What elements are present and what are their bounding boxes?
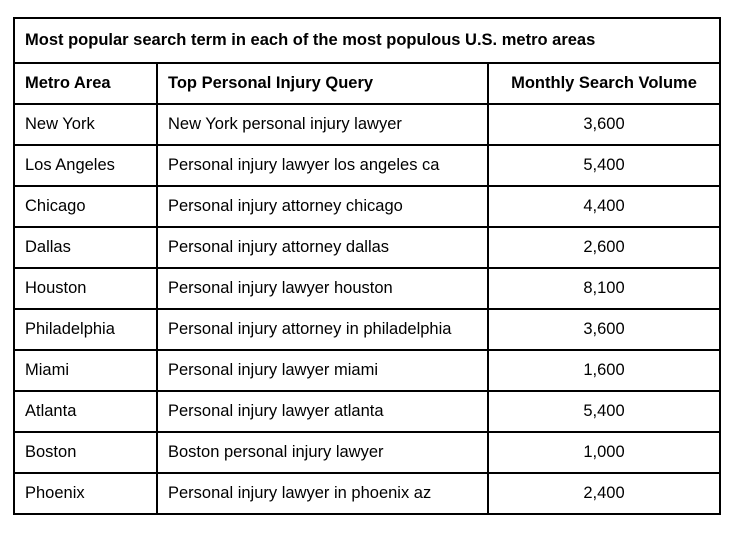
table-row [14, 227, 720, 268]
table-title-row [14, 18, 720, 63]
cell-top-query: Personal injury lawyer houston [157, 268, 488, 309]
cell-metro-area: Philadelphia [14, 309, 157, 350]
table-row [14, 268, 720, 309]
cell-monthly-volume: 8,100 [488, 268, 720, 309]
table-row [14, 350, 720, 391]
cell-top-query: Personal injury attorney chicago [157, 186, 488, 227]
header-metro-area: Metro Area [14, 63, 157, 104]
table-row [14, 473, 720, 514]
cell-monthly-volume: 1,600 [488, 350, 720, 391]
cell-monthly-volume: 4,400 [488, 186, 720, 227]
cell-monthly-volume: 2,400 [488, 473, 720, 514]
cell-top-query: Personal injury lawyer in phoenix az [157, 473, 488, 514]
search-volume-table [13, 17, 721, 515]
cell-monthly-volume: 5,400 [488, 391, 720, 432]
cell-top-query: Personal injury lawyer miami [157, 350, 488, 391]
cell-top-query: Personal injury lawyer los angeles ca [157, 145, 488, 186]
cell-metro-area: New York [14, 104, 157, 145]
cell-monthly-volume: 3,600 [488, 104, 720, 145]
table-row [14, 145, 720, 186]
cell-monthly-volume: 5,400 [488, 145, 720, 186]
cell-monthly-volume: 1,000 [488, 432, 720, 473]
cell-metro-area: Los Angeles [14, 145, 157, 186]
cell-metro-area: Miami [14, 350, 157, 391]
cell-top-query: New York personal injury lawyer [157, 104, 488, 145]
table-row [14, 432, 720, 473]
cell-metro-area: Atlanta [14, 391, 157, 432]
cell-metro-area: Boston [14, 432, 157, 473]
cell-monthly-volume: 3,600 [488, 309, 720, 350]
cell-metro-area: Chicago [14, 186, 157, 227]
table-row [14, 104, 720, 145]
table-row [14, 391, 720, 432]
cell-metro-area: Houston [14, 268, 157, 309]
table-header-row [14, 63, 720, 104]
cell-top-query: Personal injury lawyer atlanta [157, 391, 488, 432]
table-row [14, 186, 720, 227]
cell-metro-area: Dallas [14, 227, 157, 268]
table-title: Most popular search term in each of the most populous U.S. metro areas [14, 18, 720, 63]
header-top-query: Top Personal Injury Query [157, 63, 488, 104]
cell-metro-area: Phoenix [14, 473, 157, 514]
table-row [14, 309, 720, 350]
cell-top-query: Personal injury attorney dallas [157, 227, 488, 268]
header-monthly-volume: Monthly Search Volume [488, 63, 720, 104]
cell-top-query: Boston personal injury lawyer [157, 432, 488, 473]
cell-monthly-volume: 2,600 [488, 227, 720, 268]
cell-top-query: Personal injury attorney in philadelphia [157, 309, 488, 350]
